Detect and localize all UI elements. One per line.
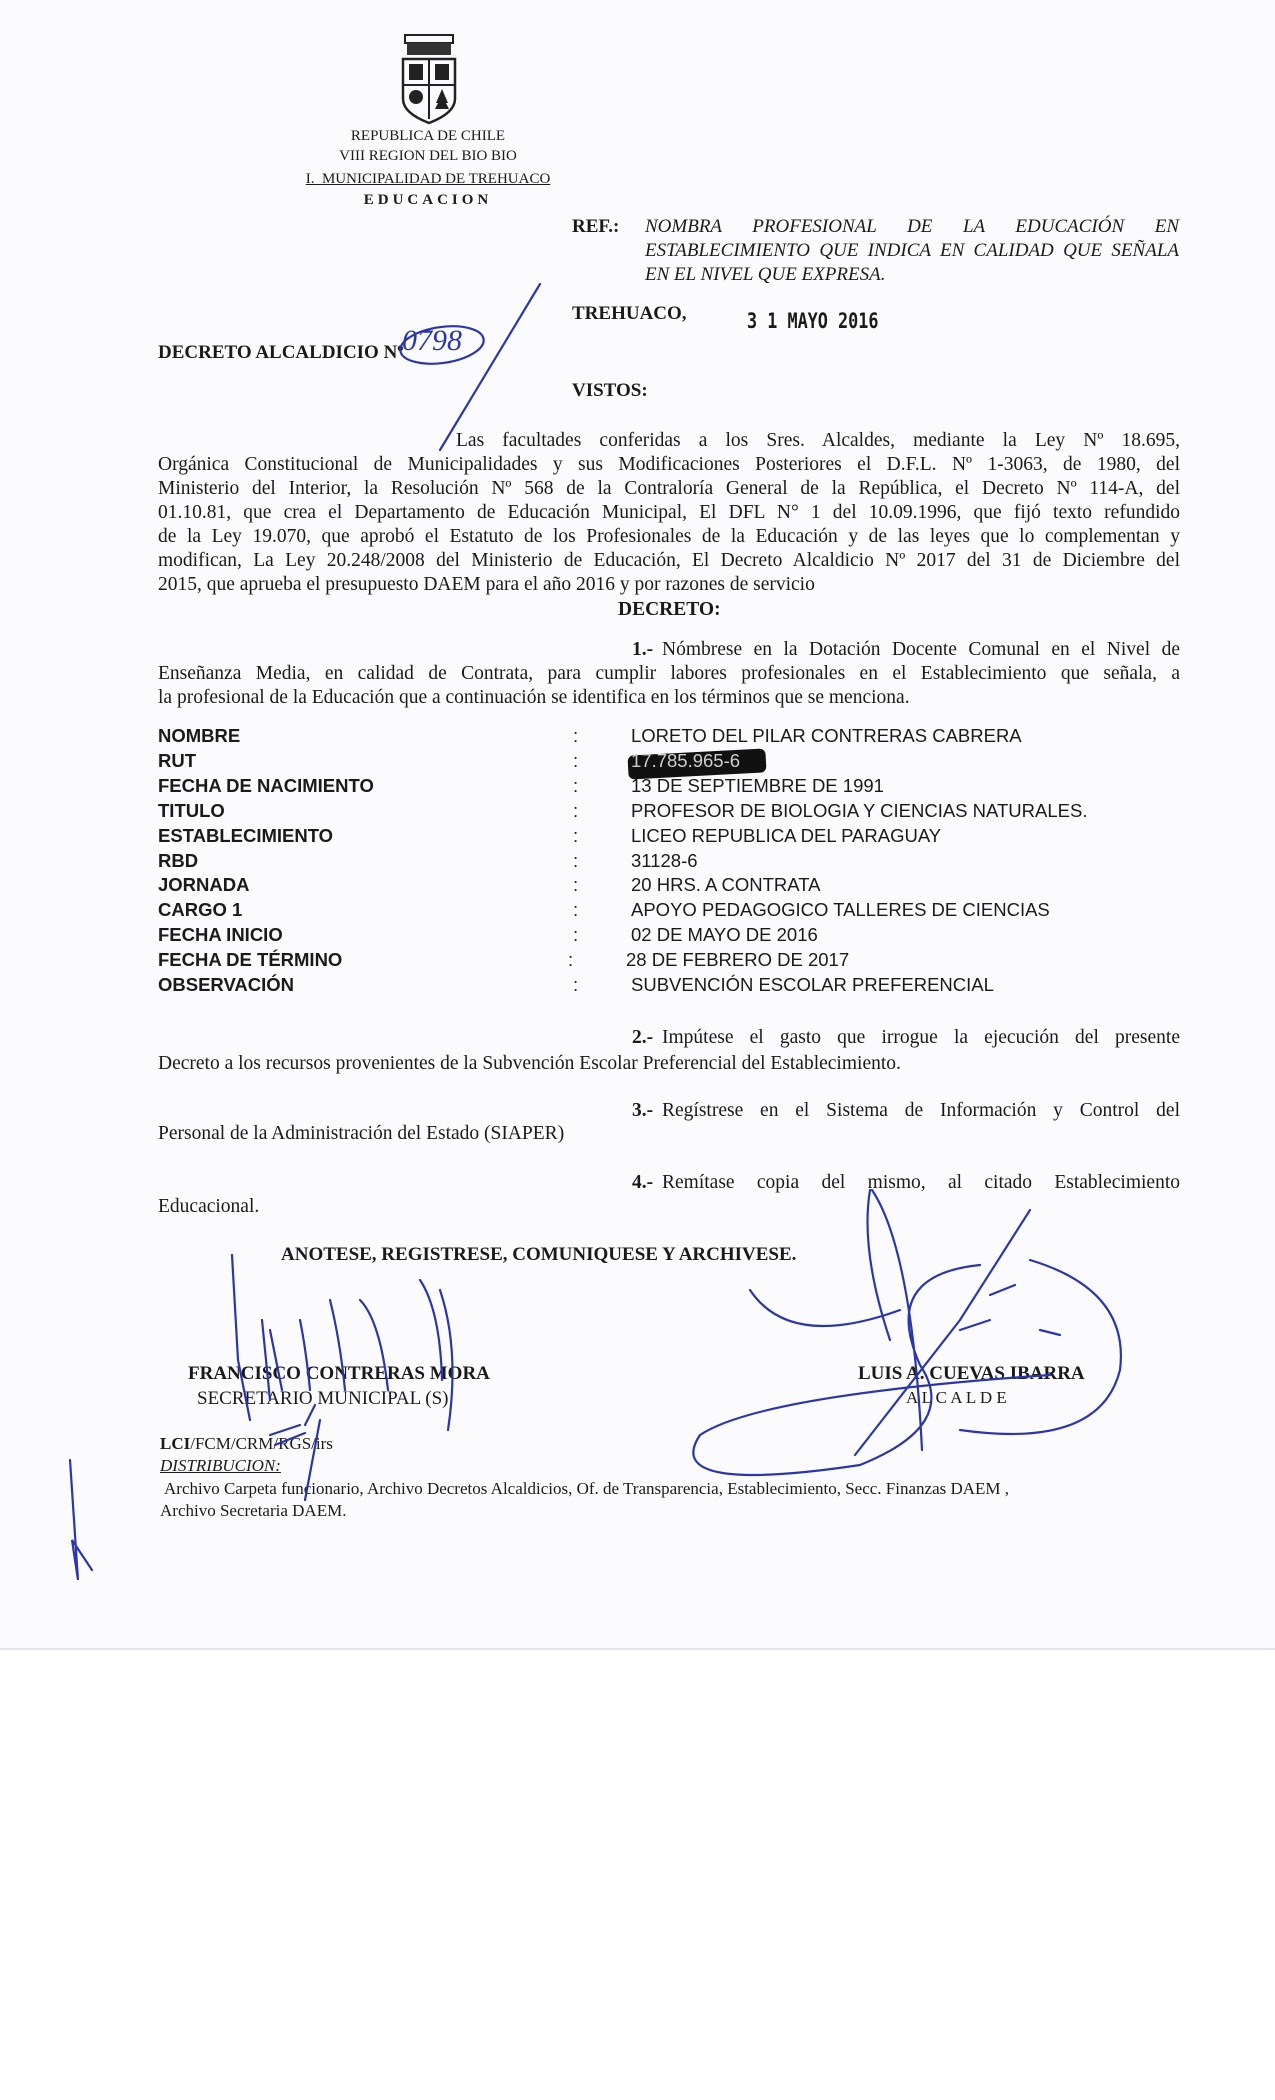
item1-number: 1.- — [632, 639, 654, 660]
ref-label: REF.: — [572, 216, 620, 237]
detail-colon: : — [573, 849, 579, 871]
item2-line-1: Impútese el gasto que irrogue la ejecución del presente — [662, 1027, 1180, 1048]
vistos-line-5: de la Ley 19.070, que aprobó el Estatuto de los Profesionales de la Educación y de las leyes que lo complementan y — [158, 526, 1180, 547]
distribution-label: DISTRIBUCION: — [160, 1456, 281, 1475]
mayor-title: A L C A L D E — [906, 1388, 1007, 1407]
item2-line-2: Decreto a los recursos provenientes de la Subvención Escolar Preferencial del Establecimiento. — [158, 1053, 901, 1074]
mayor-name: LUIS A. CUEVAS IBARRA — [858, 1363, 1085, 1384]
detail-label: OBSERVACIÓN — [158, 974, 295, 995]
item3-line-2: Personal de la Administración del Estado (SIAPER) — [158, 1123, 565, 1144]
detail-colon: : — [573, 974, 579, 995]
detail-label: TITULO — [158, 799, 225, 821]
secretary-name: FRANCISCO CONTRERAS MORA — [188, 1363, 490, 1384]
detail-value: 17.785.965-6 — [631, 749, 741, 771]
initials-rest: /FCM/CRM/RGS/irs — [190, 1434, 333, 1453]
item2-number: 2.- — [632, 1027, 654, 1048]
header-region: VIII REGION DEL BIO BIO — [339, 148, 517, 164]
detail-label: JORNADA — [158, 874, 250, 896]
detail-label: FECHA DE TÉRMINO — [158, 949, 343, 971]
detail-value: 20 HRS. A CONTRATA — [631, 874, 821, 896]
detail-label: RUT — [158, 749, 197, 771]
item1-line-3: la profesional de la Educación que a continuación se identifica en los términos que se menciona. — [158, 687, 910, 708]
detail-colon: : — [568, 949, 574, 971]
vistos-line-7: 2015, que aprueba el presupuesto DAEM para el año 2016 y por razones de servicio — [158, 574, 815, 595]
secretary-title: SECRETARIO MUNICIPAL (S) — [197, 1388, 449, 1409]
vistos-line-1: Las facultades conferidas a los Sres. Alcaldes, mediante la Ley Nº 18.695, — [456, 430, 1180, 451]
initials-prefix: LCI — [160, 1434, 191, 1453]
mayor-signature — [693, 1190, 1121, 1475]
ref-line-3: EN EL NIVEL QUE EXPRESA. — [645, 264, 886, 285]
vistos-line-4: 01.10.81, que crea el Departamento de Educación Municipal, El DFL N° 1 del 10.09.1996, que fijó texto refundido — [158, 502, 1180, 523]
header-department: EDUCACION — [363, 192, 493, 208]
item4-line-1: Remítase copia del mismo, al citado Establecimiento — [662, 1172, 1180, 1193]
detail-value: PROFESOR DE BIOLOGIA Y CIENCIAS NATURALES. — [631, 799, 1088, 821]
detail-colon: : — [573, 799, 579, 821]
distribution-line-1: Archivo Carpeta funcionario, Archivo Decretos Alcaldicios, Of. de Transparencia, Establecimiento, Secc. Finanzas DAEM , — [164, 1479, 1010, 1498]
detail-value: LORETO DEL PILAR CONTRERAS CABRERA — [631, 725, 1022, 746]
detail-colon: : — [573, 774, 579, 796]
detail-colon: : — [573, 824, 579, 846]
initials — [160, 1434, 333, 1454]
detail-colon: : — [573, 749, 579, 771]
detail-value: SUBVENCIÓN ESCOLAR PREFERENCIAL — [631, 974, 994, 995]
detail-value: 28 DE FEBRERO DE 2017 — [626, 949, 850, 971]
date-stamp: 3 1 MAYO 2016 — [747, 309, 879, 333]
detail-value: APOYO PEDAGOGICO TALLERES DE CIENCIAS — [631, 899, 1050, 921]
detail-label: NOMBRE — [158, 725, 241, 746]
detail-value: 31128-6 — [631, 849, 698, 871]
item4-number: 4.- — [632, 1172, 654, 1193]
item1-line-1: Nómbrese en la Dotación Docente Comunal en el Nivel de — [662, 639, 1180, 660]
header-municipality — [278, 171, 578, 188]
detail-label: RBD — [158, 849, 199, 871]
municipal-crest-logo — [399, 33, 459, 125]
item3-number: 3.- — [632, 1100, 654, 1121]
header-municipality-prefix: I. — [305, 171, 315, 187]
closing-formula: ANOTESE, REGISTRESE, COMUNIQUESE Y ARCHIVESE. — [281, 1244, 797, 1265]
detail-value: 13 DE SEPTIEMBRE DE 1991 — [631, 774, 884, 796]
detail-colon: : — [573, 874, 579, 896]
item1-line-2: Enseñanza Media, en calidad de Contrata, para cumplir labores profesionales en el Establecimiento que señala, a — [158, 663, 1180, 684]
distribution-line-2: Archivo Secretaria DAEM. — [160, 1501, 347, 1520]
ref-line-1: NOMBRA PROFESIONAL DE LA EDUCACIÓN EN — [645, 216, 1179, 237]
detail-label: CARGO 1 — [158, 899, 243, 921]
margin-initial-mark — [70, 1460, 92, 1580]
item3-line-1: Regístrese en el Sistema de Información y Control del — [662, 1100, 1180, 1121]
item4-line-2: Educacional. — [158, 1196, 260, 1217]
decreto-heading: DECRETO: — [618, 599, 721, 620]
header-municipality-name: MUNICIPALIDAD DE TREHUACO — [321, 171, 551, 187]
decree-label: DECRETO ALCALDICIO Nº — [158, 342, 404, 363]
vistos-line-3: Ministerio del Interior, la Resolución Nº 568 de la Contraloría General de la República, el Decreto Nº 114-A, del — [158, 478, 1180, 499]
detail-value: 02 DE MAYO DE 2016 — [631, 924, 818, 946]
decree-number-handwritten: 0798 — [402, 324, 462, 357]
decree-slash-mark — [440, 284, 540, 450]
detail-label: ESTABLECIMIENTO — [158, 824, 334, 846]
ref-line-2: ESTABLECIMIENTO QUE INDICA EN CALIDAD QUE SEÑALA — [645, 240, 1179, 261]
detail-colon: : — [573, 725, 579, 746]
detail-label: FECHA INICIO — [158, 924, 283, 946]
place-label: TREHUACO, — [572, 303, 687, 324]
detail-label: FECHA DE NACIMIENTO — [158, 774, 374, 796]
header-country: REPUBLICA DE CHILE — [350, 128, 506, 144]
detail-colon: : — [573, 899, 579, 921]
vistos-label: VISTOS: — [572, 380, 648, 401]
vistos-line-2: Orgánica Constitucional de Municipalidades y sus Modificaciones Posteriores el D.F.L. Nº 1-3063, de 1980, del — [158, 454, 1180, 475]
vistos-line-6: modifican, La Ley 20.248/2008 del Ministerio de Educación, El Decreto Alcaldicio Nº 2017 del 31 de Diciembre del — [158, 550, 1180, 571]
detail-value: LICEO REPUBLICA DEL PARAGUAY — [631, 824, 942, 846]
detail-colon: : — [573, 924, 579, 946]
